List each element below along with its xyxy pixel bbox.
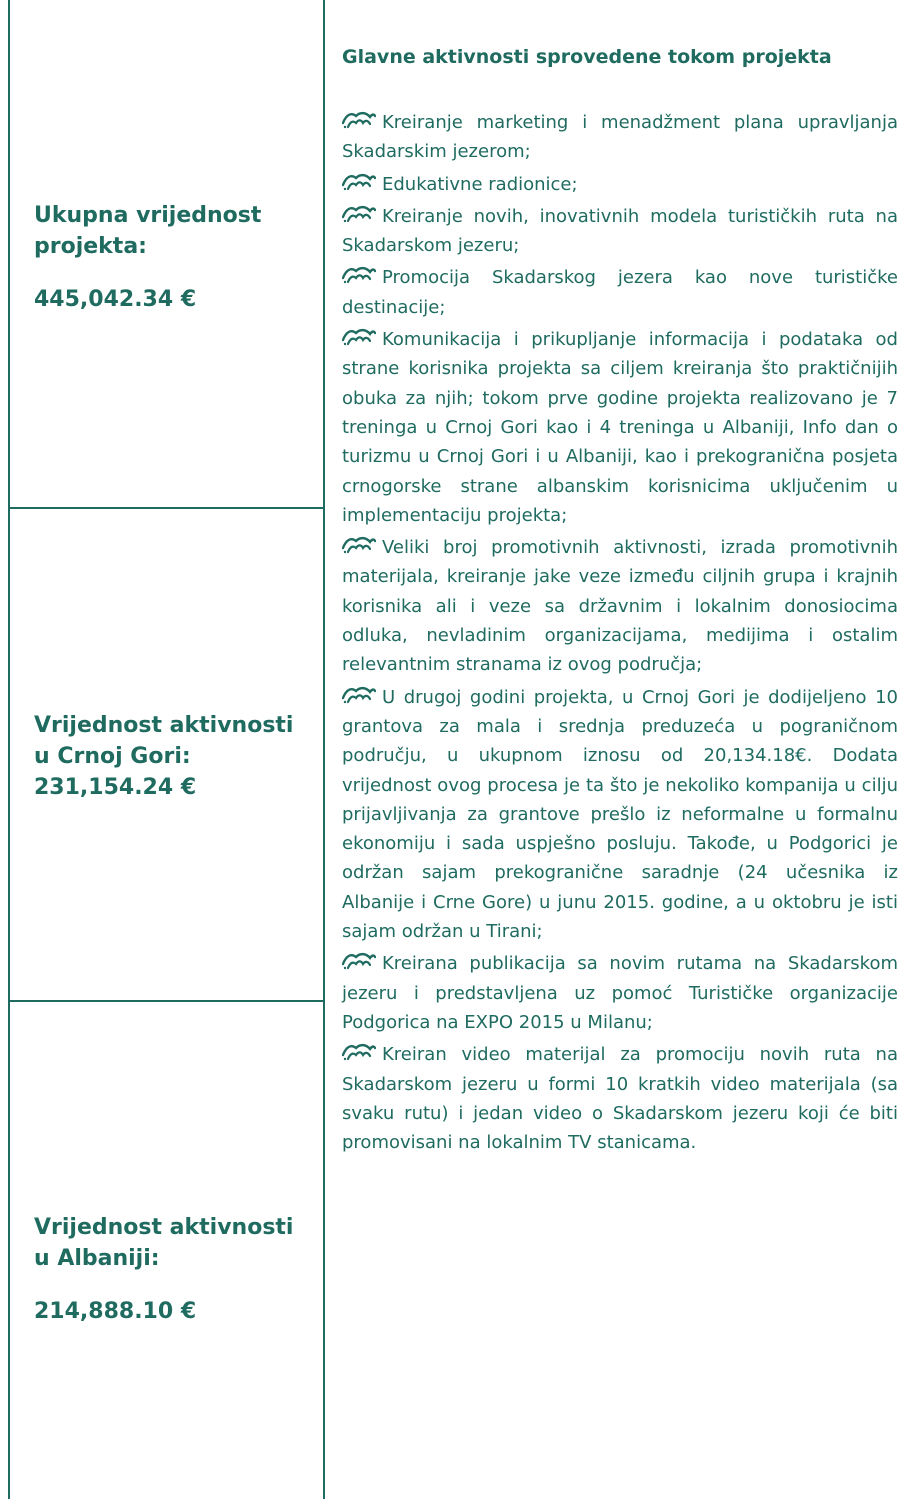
activity-item [342,325,898,530]
activity-item [342,533,898,679]
montenegro-value-label: Vrijednost aktivnosti u Crnoj Gori: [34,713,294,769]
albania-value-cell [34,1212,304,1327]
activities-cell [342,44,898,1160]
activity-text: Kreiran video materijal za promociju novih ruta na Skadarskom jezeru u formi 10 kratkih video materijala (sa svaku rutu) i jedan video o Skadarskom jezeru koji će biti promovisani na lokalnim TV stanicama. [342,1044,898,1154]
albania-value-amount: 214,888.10 € [34,1299,197,1324]
activity-list [342,108,898,1157]
montenegro-value-cell [34,710,304,803]
wave-logo-icon [342,950,376,968]
wave-logo-icon [342,264,376,282]
table-row-divider [8,507,324,509]
albania-value-label: Vrijednost aktivnosti u Albaniji: [34,1215,294,1271]
activity-text: Edukativne radionice; [382,173,578,195]
activity-text: Veliki broj promotivnih aktivnosti, izrada promotivnih materijala, kreiranje jake veze između ciljnih grupa i krajnih korisnika ali i veze sa državnim i lokalnim donosiocima odluka, nevladinim organizacijama, medijima i ostalim relevantnim stranama iz ovog područja; [342,537,898,676]
wave-logo-icon [342,171,376,189]
total-value-amount: 445,042.34 € [34,287,197,312]
wave-logo-icon [342,109,376,127]
total-value-cell [34,200,304,315]
activity-text: Kreiranje novih, inovativnih modela turističkih ruta na Skadarskom jezeru; [342,205,898,257]
activity-text: Promocija Skadarskog jezera kao nove turističke destinacije; [342,267,898,318]
wave-logo-icon [342,1041,376,1059]
activity-item [342,170,898,199]
activity-item [342,263,898,322]
table-row-divider [8,1000,324,1002]
montenegro-value-amount: 231,154.24 € [34,775,197,800]
activity-text: Kreirana publikacija sa novim rutama na Skadarskom jezeru i predstavljena uz pomoć Turističke organizacije Podgorica na EXPO 2015 u Milanu; [342,953,898,1033]
activity-text: U drugoj godini projekta, u Crnoj Gori je dodijeljeno 10 grantova za mala i srednja preduzeća u pograničnom području, u ukupnom iznosu od 20,134.18€. Dodata vrijednost ovog procesa je ta što je nekoliko kompanija u cilju prijavljivanja za grantove prešlo iz neformalne u formalnu ekonomiju i sada uspješno posluju. Takođe, u Podgorici je održan sajam prekogranične saradnje (24 učesnika iz Albanije i Crne Gore) u junu 2015. godine, a u oktobru je isti sajam održan u Tirani; [342,686,898,943]
wave-logo-icon [342,203,376,221]
activity-item [342,1040,898,1157]
activity-item [342,108,898,167]
activities-heading: Glavne aktivnosti sprovedene tokom projekta [342,46,832,68]
table-column-divider [323,0,325,1499]
wave-logo-icon [342,684,376,702]
wave-logo-icon [342,326,376,344]
activity-item [342,683,898,947]
wave-logo-icon [342,534,376,552]
activity-text: Komunikacija i prikupljanje informacija i podataka od strane korisnika projekta sa ciljem kreiranja što praktičnijih obuka za njih; tokom prve godine projekta realizovano je 7 treninga u Crnoj Gori kao i 4 treninga u Albaniji, Info dan o turizmu u Crnoj Gori i u Albaniji, kao i prekogranična posjeta crnogorske strane albanskim korisnicima uključenim u implementaciju projekta; [342,329,898,526]
total-value-label: Ukupna vrijednost projekta: [34,203,262,259]
activity-item [342,949,898,1037]
activity-item [342,202,898,261]
activity-text: Kreiranje marketing i menadžment plana upravljanja Skadarskim jezerom; [342,112,898,163]
table-border-left [8,0,10,1499]
